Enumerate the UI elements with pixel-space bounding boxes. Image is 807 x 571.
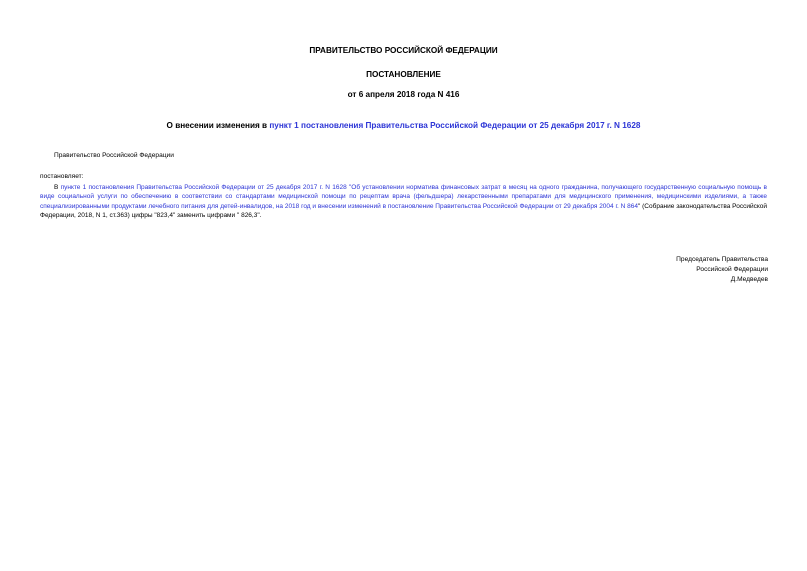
signature-organization: Российской Федерации [696,266,768,273]
paragraph-link-decree-1628[interactable]: пункте 1 постановления Правительства Российской Федерации от 25 декабря 2017 г. N 1628 [60,184,347,191]
signature-block [676,255,768,285]
signature-name: Д.Медведев [730,276,768,283]
decrees-label: постановляет: [40,173,84,180]
title-prefix: О внесении изменения в [166,121,270,130]
title-link[interactable]: пункт 1 постановления Правительства Российской Федерации от 25 декабря 2017 г. N 1628 [269,121,641,130]
document-title [0,121,807,130]
signature-position: Председатель Правительства [676,256,768,263]
body-paragraph [40,183,767,220]
date-number-heading: от 6 апреля 2018 года N 416 [347,90,460,99]
paragraph-link-decree-864[interactable]: "Об установлении норматива финансовых затрат в месяц на одного гражданина, получающего государственную социальную помощь в виде социальной услуги по обеспечению в соответствии со стандартами медицинской помощи по рецептам врача (фельдшера) лекарственными препаратами для медицинского применения, медицинскими изделиями, а также специализированными продуктами лечебного питания для детей-инвалидов, на 2018 год и внесении изменений в постановление Правительства Российской Федерации от 29 декабря 2004 г. N 864 [40,184,767,210]
paragraph-prefix: В [54,184,61,191]
issuer-label: Правительство Российской Федерации [54,152,174,159]
government-heading: ПРАВИТЕЛЬСТВО РОССИЙСКОЙ ФЕДЕРАЦИИ [309,46,498,55]
paragraph-text: " (Собрание законодательства Российской Федерации, 2018, N 1, ст.363) цифры "823,4" заменить цифрами " 826,3". [40,202,768,219]
document-type-heading: ПОСТАНОВЛЕНИЕ [366,70,441,79]
